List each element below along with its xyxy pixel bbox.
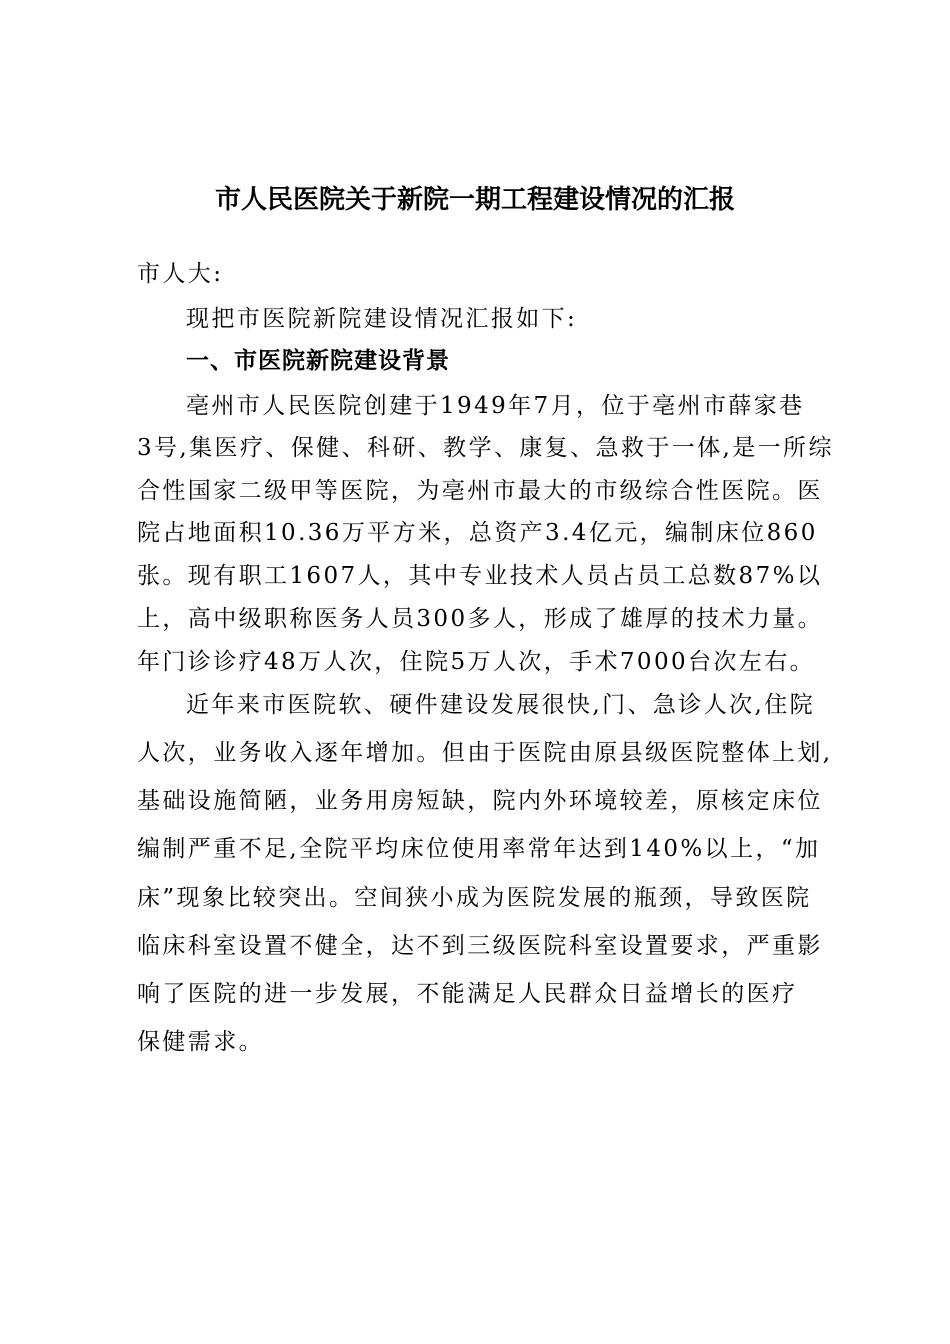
document-title: 市人民医院关于新院一期工程建设情况的汇报 [214, 185, 735, 215]
paragraph-line: 张。现有职工1607人，其中专业技术人员占员工总数87%以 [137, 563, 823, 589]
intro-text: 现把市医院新院建设情况汇报如下: [186, 306, 578, 332]
paragraph-line: 年门诊诊疗48万人次，住院5万人次，手术7000台次左右。 [137, 649, 816, 675]
paragraph-line: 亳州市人民医院创建于1949年7月，位于亳州市薛家巷 [186, 393, 805, 419]
paragraph-line: 近年来市医院软、硬件建设发展很快,门、急诊人次,住院 [186, 692, 816, 718]
paragraph-line: 保健需求。 [137, 1029, 264, 1055]
paragraph-line: 临床科室设置不健全，达不到三级医院科室设置要求，严重影 [137, 933, 823, 959]
paragraph-line: 编制严重不足,全院平均床位使用率常年达到140%以上，“加 [137, 836, 821, 862]
paragraph-line: 上，高中级职称医务人员300多人，形成了雄厚的技术力量。 [137, 606, 824, 632]
paragraph-line: 响了医院的进一步发展，不能满足人民群众日益增长的医疗 [137, 981, 798, 1007]
paragraph-line: 院占地面积10.36万平方米，总资产3.4亿元，编制床位860 [137, 520, 818, 546]
paragraph-line: 合性国家二级甲等医院，为亳州市最大的市级综合性医院。医 [137, 478, 823, 504]
paragraph-line: 3号,集医疗、保健、科研、教学、康复、急救于一体,是一所综 [137, 435, 834, 461]
section-heading: 一、市医院新院建设背景 [186, 348, 450, 374]
paragraph-line: 床”现象比较突出。空间狭小成为医院发展的瓶颈，导致医院 [137, 885, 812, 911]
paragraph-line: 人次，业务收入逐年增加。但由于医院由原县级医院整体上划, [137, 740, 833, 766]
salutation: 市人大: [137, 261, 224, 287]
paragraph-line: 基础设施简陋，业务用房短缺，院内外环境较差，原核定床位 [137, 788, 823, 814]
